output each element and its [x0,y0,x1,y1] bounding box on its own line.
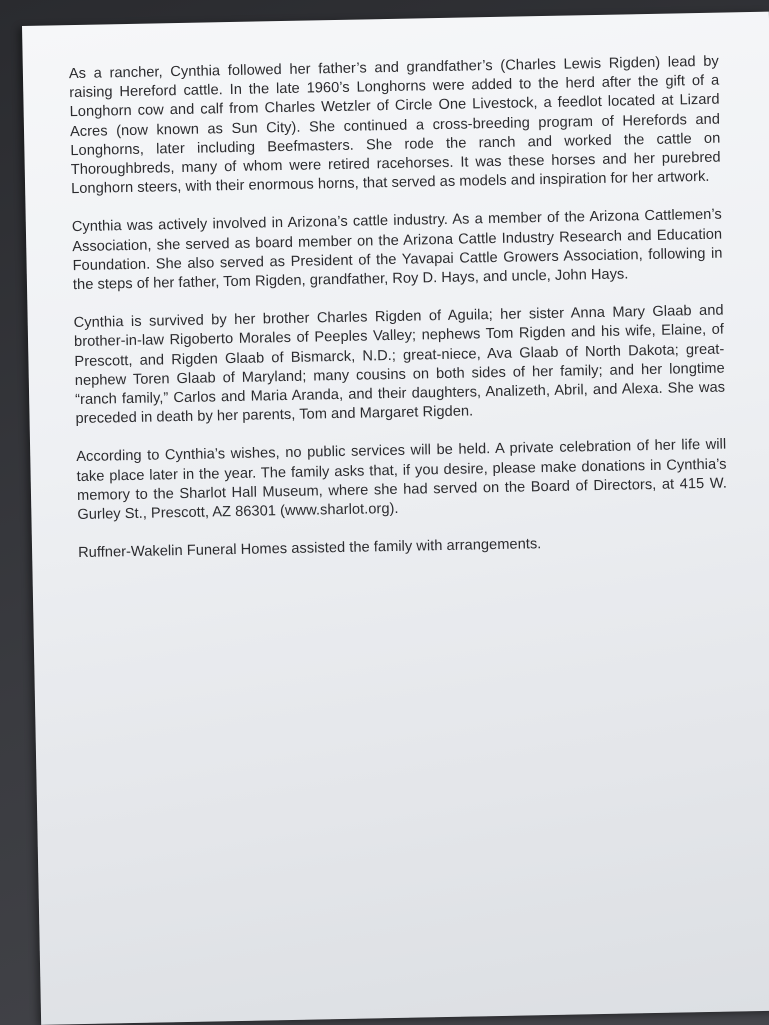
paragraph-survivors: Cynthia is survived by her brother Charles Rigden of Aguila; her sister Anna Mary Glaab and brother-in-law Rigoberto Morales of Peeples Valley; nephews Tom Rigden and his wife, Elaine, of Prescott, and Rigden Glaab of Bismarck, N.D.; great-niece, Ava Glaab of North Dakota; great-nephew Toren Glaab of Maryland; many cousins on both sides of her family; and her longtime “ranch family,” Carlos and Maria Aranda, and their daughters, Analizeth, Abril, and Alexa. She was preceded in death by her parents, Tom and Margaret Rigden. [73,302,726,428]
obituary-text [69,53,729,583]
paragraph-services: According to Cynthia’s wishes, no public services will be held. A private celebration of her life will take place later in the year. The family asks that, if you desire, please make donations in Cynthia’s memory to the Sharlot Hall Museum, where she had served on the Board of Directors, at 415 W. Gurley St., Prescott, AZ 86301 (www.sharlot.org). [76,437,728,524]
paper-sheet [22,12,769,1025]
paragraph-ranching: As a rancher, Cynthia followed her father’s and grandfather’s (Charles Lewis Rigden) lead by raising Hereford cattle. In the late 1960’s Longhorns were added to the herd after the gift of a Longhorn cow and calf from Charles Wetzler of Circle One Livestock, a feedlot located at Lizard Acres (now known as Sun City). She continued a cross-breeding program of Herefords and Longhorns, later including Beefmasters. She rode the ranch and worked the cattle on Thoroughbreds, many of whom were retired racehorses. It was these horses and her purebred Longhorn steers, with their enormous horns, that served as models and inspiration for her artwork. [68,53,721,198]
paragraph-funeral-home: Ruffner-Wakelin Funeral Homes assisted the family with arrangements. [77,536,542,562]
paragraph-cattle-industry: Cynthia was actively involved in Arizona’s cattle industry. As a member of the Arizona Cattlemen’s Association, she served as board member on the Arizona Cattle Industry Research and Education Foundation. She also served as President of the Yavapai Cattle Growers Association, following in the steps of her father, Tom Rigden, grandfather, Roy D. Hays, and uncle, John Hays. [71,207,723,294]
